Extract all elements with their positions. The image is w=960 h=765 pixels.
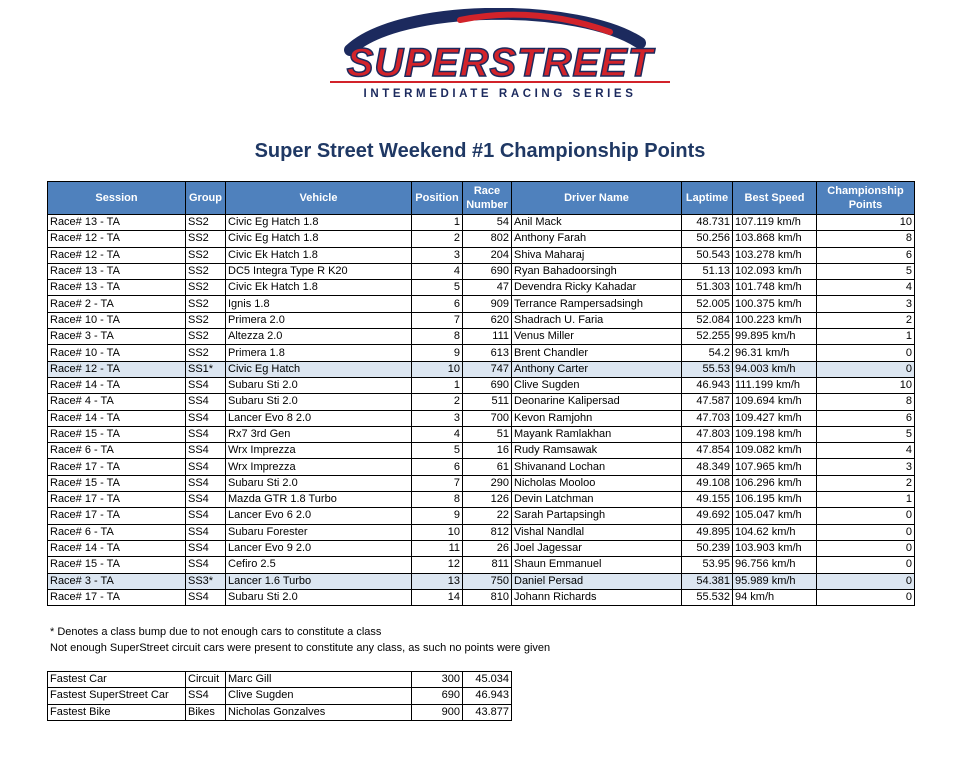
cell-best-speed: 109.082 km/h: [733, 443, 817, 459]
cell-race-number: 54: [463, 215, 512, 231]
cell-vehicle: Lancer Evo 8 2.0: [226, 410, 412, 426]
table-row: [48, 296, 915, 312]
cell-laptime: 47.587: [682, 394, 733, 410]
cell-race-number: 802: [463, 231, 512, 247]
cell-laptime: 51.303: [682, 280, 733, 296]
cell-laptime: 49.155: [682, 492, 733, 508]
cell-points: 0: [817, 361, 915, 377]
fastest-time: 45.034: [463, 672, 512, 688]
cell-group: SS2: [186, 345, 226, 361]
cell-best-speed: 94.003 km/h: [733, 361, 817, 377]
table-row: [48, 345, 915, 361]
table-row: [48, 459, 915, 475]
cell-best-speed: 111.199 km/h: [733, 377, 817, 393]
notes: [50, 624, 550, 656]
cell-driver: Shiva Maharaj: [512, 247, 682, 263]
cell-race-number: 16: [463, 443, 512, 459]
fastest-group: Bikes: [186, 704, 226, 720]
cell-position: 10: [412, 524, 463, 540]
cell-points: 3: [817, 459, 915, 475]
cell-session: Race# 13 - TA: [48, 280, 186, 296]
cell-driver: Kevon Ramjohn: [512, 410, 682, 426]
cell-session: Race# 15 - TA: [48, 557, 186, 573]
fastest-label: Fastest Car: [48, 672, 186, 688]
fastest-number: 300: [412, 672, 463, 688]
cell-vehicle: Wrx Imprezza: [226, 459, 412, 475]
cell-race-number: 22: [463, 508, 512, 524]
cell-race-number: 700: [463, 410, 512, 426]
cell-group: SS4: [186, 377, 226, 393]
cell-driver: Sarah Partapsingh: [512, 508, 682, 524]
cell-position: 4: [412, 426, 463, 442]
table-row: [48, 377, 915, 393]
cell-vehicle: Subaru Sti 2.0: [226, 475, 412, 491]
cell-vehicle: Civic Ek Hatch 1.8: [226, 247, 412, 263]
fastest-laps-table: [47, 671, 512, 721]
cell-group: SS4: [186, 557, 226, 573]
cell-vehicle: Primera 2.0: [226, 312, 412, 328]
header-group: Group: [186, 182, 226, 215]
fastest-number: 690: [412, 688, 463, 704]
fastest-group: Circuit: [186, 672, 226, 688]
cell-session: Race# 13 - TA: [48, 263, 186, 279]
cell-group: SS4: [186, 508, 226, 524]
cell-session: Race# 3 - TA: [48, 573, 186, 589]
cell-best-speed: 106.296 km/h: [733, 475, 817, 491]
cell-session: Race# 14 - TA: [48, 540, 186, 556]
note-class-bump: * Denotes a class bump due to not enough cars to constitute a class: [50, 626, 382, 638]
cell-group: SS1*: [186, 361, 226, 377]
header-championship-points: Championship Points: [817, 182, 915, 215]
header-race-number: Race Number: [463, 182, 512, 215]
cell-best-speed: 96.31 km/h: [733, 345, 817, 361]
cell-best-speed: 101.748 km/h: [733, 280, 817, 296]
fastest-driver: Marc Gill: [226, 672, 412, 688]
cell-session: Race# 2 - TA: [48, 296, 186, 312]
table-row: [48, 589, 915, 605]
cell-race-number: 909: [463, 296, 512, 312]
cell-driver: Shaun Emmanuel: [512, 557, 682, 573]
page-title: Super Street Weekend #1 Championship Points: [254, 140, 706, 162]
table-row: [48, 280, 915, 296]
cell-race-number: 690: [463, 377, 512, 393]
cell-position: 7: [412, 312, 463, 328]
cell-best-speed: 99.895 km/h: [733, 329, 817, 345]
cell-race-number: 747: [463, 361, 512, 377]
cell-session: Race# 6 - TA: [48, 443, 186, 459]
note-no-points: Not enough SuperStreet circuit cars were present to constitute any class, as such no points were given: [50, 642, 551, 654]
cell-laptime: 49.108: [682, 475, 733, 491]
cell-driver: Venus Miller: [512, 329, 682, 345]
cell-vehicle: Civic Eg Hatch 1.8: [226, 231, 412, 247]
cell-group: SS4: [186, 475, 226, 491]
fastest-label: Fastest Bike: [48, 704, 186, 720]
table-row: [48, 263, 915, 279]
cell-position: 5: [412, 443, 463, 459]
table-row: [48, 508, 915, 524]
table-row: [48, 215, 915, 231]
cell-race-number: 204: [463, 247, 512, 263]
cell-group: SS2: [186, 329, 226, 345]
header-position: Position: [412, 182, 463, 215]
cell-group: SS2: [186, 312, 226, 328]
super-street-logo: [310, 8, 690, 103]
cell-driver: Anthony Carter: [512, 361, 682, 377]
cell-laptime: 52.005: [682, 296, 733, 312]
results-body: [48, 215, 915, 606]
cell-points: 0: [817, 557, 915, 573]
fastest-group: SS4: [186, 688, 226, 704]
cell-points: 1: [817, 329, 915, 345]
cell-group: SS2: [186, 215, 226, 231]
cell-session: Race# 4 - TA: [48, 394, 186, 410]
cell-laptime: 52.255: [682, 329, 733, 345]
cell-best-speed: 107.965 km/h: [733, 459, 817, 475]
cell-laptime: 47.803: [682, 426, 733, 442]
cell-points: 6: [817, 410, 915, 426]
cell-vehicle: Subaru Sti 2.0: [226, 589, 412, 605]
cell-laptime: 50.239: [682, 540, 733, 556]
table-row: [48, 492, 915, 508]
cell-group: SS2: [186, 231, 226, 247]
cell-position: 5: [412, 280, 463, 296]
table-row: [48, 231, 915, 247]
cell-race-number: 51: [463, 426, 512, 442]
cell-driver: Ryan Bahadoorsingh: [512, 263, 682, 279]
cell-race-number: 26: [463, 540, 512, 556]
cell-session: Race# 12 - TA: [48, 361, 186, 377]
cell-laptime: 55.532: [682, 589, 733, 605]
cell-position: 7: [412, 475, 463, 491]
table-row: [48, 394, 915, 410]
cell-driver: Nicholas Mooloo: [512, 475, 682, 491]
cell-best-speed: 105.047 km/h: [733, 508, 817, 524]
fastest-driver: Nicholas Gonzalves: [226, 704, 412, 720]
cell-vehicle: Subaru Sti 2.0: [226, 394, 412, 410]
cell-vehicle: Lancer Evo 6 2.0: [226, 508, 412, 524]
fastest-row: [48, 688, 512, 704]
cell-best-speed: 96.756 km/h: [733, 557, 817, 573]
cell-points: 4: [817, 443, 915, 459]
table-row: [48, 475, 915, 491]
cell-position: 11: [412, 540, 463, 556]
cell-points: 4: [817, 280, 915, 296]
cell-position: 1: [412, 215, 463, 231]
fastest-row: [48, 672, 512, 688]
cell-points: 3: [817, 296, 915, 312]
cell-race-number: 126: [463, 492, 512, 508]
cell-points: 2: [817, 312, 915, 328]
cell-position: 1: [412, 377, 463, 393]
cell-points: 5: [817, 426, 915, 442]
logo-subtitle: INTERMEDIATE RACING SERIES: [363, 88, 637, 100]
cell-vehicle: DC5 Integra Type R K20: [226, 263, 412, 279]
cell-session: Race# 12 - TA: [48, 231, 186, 247]
fastest-time: 46.943: [463, 688, 512, 704]
cell-group: SS4: [186, 589, 226, 605]
fastest-driver: Clive Sugden: [226, 688, 412, 704]
cell-driver: Deonarine Kalipersad: [512, 394, 682, 410]
cell-best-speed: 109.198 km/h: [733, 426, 817, 442]
cell-session: Race# 3 - TA: [48, 329, 186, 345]
cell-driver: Shadrach U. Faria: [512, 312, 682, 328]
cell-vehicle: Civic Eg Hatch 1.8: [226, 215, 412, 231]
cell-session: Race# 15 - TA: [48, 426, 186, 442]
cell-laptime: 47.703: [682, 410, 733, 426]
cell-best-speed: 107.119 km/h: [733, 215, 817, 231]
cell-driver: Anil Mack: [512, 215, 682, 231]
cell-laptime: 48.349: [682, 459, 733, 475]
cell-vehicle: Primera 1.8: [226, 345, 412, 361]
cell-position: 9: [412, 345, 463, 361]
cell-group: SS2: [186, 296, 226, 312]
fastest-label: Fastest SuperStreet Car: [48, 688, 186, 704]
cell-race-number: 812: [463, 524, 512, 540]
cell-driver: Brent Chandler: [512, 345, 682, 361]
cell-laptime: 53.95: [682, 557, 733, 573]
cell-points: 0: [817, 540, 915, 556]
table-row: [48, 524, 915, 540]
cell-session: Race# 14 - TA: [48, 377, 186, 393]
cell-race-number: 750: [463, 573, 512, 589]
cell-race-number: 811: [463, 557, 512, 573]
cell-race-number: 690: [463, 263, 512, 279]
cell-vehicle: Lancer 1.6 Turbo: [226, 573, 412, 589]
cell-driver: Devin Latchman: [512, 492, 682, 508]
cell-group: SS3*: [186, 573, 226, 589]
cell-laptime: 49.895: [682, 524, 733, 540]
table-row: [48, 361, 915, 377]
cell-laptime: 46.943: [682, 377, 733, 393]
cell-points: 0: [817, 345, 915, 361]
table-row: [48, 410, 915, 426]
cell-race-number: 810: [463, 589, 512, 605]
table-row: [48, 247, 915, 263]
cell-group: SS4: [186, 524, 226, 540]
cell-best-speed: 100.375 km/h: [733, 296, 817, 312]
cell-laptime: 49.692: [682, 508, 733, 524]
cell-points: 0: [817, 589, 915, 605]
header-driver-name: Driver Name: [512, 182, 682, 215]
cell-position: 6: [412, 296, 463, 312]
cell-group: SS4: [186, 459, 226, 475]
cell-position: 8: [412, 329, 463, 345]
cell-group: SS4: [186, 443, 226, 459]
cell-laptime: 47.854: [682, 443, 733, 459]
cell-position: 2: [412, 394, 463, 410]
header-vehicle: Vehicle: [226, 182, 412, 215]
cell-best-speed: 103.903 km/h: [733, 540, 817, 556]
cell-session: Race# 12 - TA: [48, 247, 186, 263]
cell-laptime: 54.381: [682, 573, 733, 589]
fastest-body: [48, 672, 512, 721]
cell-points: 0: [817, 508, 915, 524]
cell-session: Race# 17 - TA: [48, 589, 186, 605]
table-row: [48, 443, 915, 459]
table-row: [48, 329, 915, 345]
cell-group: SS4: [186, 492, 226, 508]
cell-vehicle: Rx7 3rd Gen: [226, 426, 412, 442]
cell-session: Race# 17 - TA: [48, 492, 186, 508]
cell-position: 8: [412, 492, 463, 508]
cell-race-number: 620: [463, 312, 512, 328]
cell-best-speed: 100.223 km/h: [733, 312, 817, 328]
table-row: [48, 426, 915, 442]
cell-laptime: 50.256: [682, 231, 733, 247]
cell-session: Race# 6 - TA: [48, 524, 186, 540]
cell-position: 2: [412, 231, 463, 247]
fastest-number: 900: [412, 704, 463, 720]
cell-driver: Devendra Ricky Kahadar: [512, 280, 682, 296]
cell-race-number: 61: [463, 459, 512, 475]
table-row: [48, 557, 915, 573]
cell-driver: Daniel Persad: [512, 573, 682, 589]
cell-position: 4: [412, 263, 463, 279]
cell-driver: Mayank Ramlakhan: [512, 426, 682, 442]
cell-race-number: 47: [463, 280, 512, 296]
cell-points: 8: [817, 394, 915, 410]
cell-vehicle: Ignis 1.8: [226, 296, 412, 312]
cell-driver: Terrance Rampersadsingh: [512, 296, 682, 312]
cell-best-speed: 103.868 km/h: [733, 231, 817, 247]
cell-best-speed: 104.62 km/h: [733, 524, 817, 540]
cell-laptime: 50.543: [682, 247, 733, 263]
cell-session: Race# 14 - TA: [48, 410, 186, 426]
fastest-time: 43.877: [463, 704, 512, 720]
cell-position: 9: [412, 508, 463, 524]
cell-vehicle: Lancer Evo 9 2.0: [226, 540, 412, 556]
table-row: [48, 573, 915, 589]
cell-session: Race# 17 - TA: [48, 459, 186, 475]
cell-points: 0: [817, 573, 915, 589]
cell-race-number: 111: [463, 329, 512, 345]
cell-points: 1: [817, 492, 915, 508]
cell-best-speed: 109.694 km/h: [733, 394, 817, 410]
header-session: Session: [48, 182, 186, 215]
cell-points: 6: [817, 247, 915, 263]
cell-race-number: 511: [463, 394, 512, 410]
cell-race-number: 613: [463, 345, 512, 361]
cell-driver: Rudy Ramsawak: [512, 443, 682, 459]
cell-session: Race# 10 - TA: [48, 345, 186, 361]
cell-session: Race# 13 - TA: [48, 215, 186, 231]
cell-vehicle: Civic Ek Hatch 1.8: [226, 280, 412, 296]
cell-laptime: 51.13: [682, 263, 733, 279]
cell-position: 12: [412, 557, 463, 573]
cell-driver: Clive Sugden: [512, 377, 682, 393]
cell-laptime: 52.084: [682, 312, 733, 328]
cell-position: 10: [412, 361, 463, 377]
cell-position: 6: [412, 459, 463, 475]
cell-session: Race# 17 - TA: [48, 508, 186, 524]
cell-session: Race# 10 - TA: [48, 312, 186, 328]
cell-points: 10: [817, 215, 915, 231]
cell-best-speed: 94 km/h: [733, 589, 817, 605]
header-laptime: Laptime: [682, 182, 733, 215]
cell-driver: Joel Jagessar: [512, 540, 682, 556]
cell-best-speed: 109.427 km/h: [733, 410, 817, 426]
cell-position: 13: [412, 573, 463, 589]
cell-race-number: 290: [463, 475, 512, 491]
header-best-speed: Best Speed: [733, 182, 817, 215]
cell-best-speed: 103.278 km/h: [733, 247, 817, 263]
cell-driver: Anthony Farah: [512, 231, 682, 247]
cell-laptime: 54.2: [682, 345, 733, 361]
cell-group: SS2: [186, 280, 226, 296]
cell-laptime: 55.53: [682, 361, 733, 377]
championship-points-table: [47, 181, 915, 606]
cell-driver: Vishal Nandlal: [512, 524, 682, 540]
cell-position: 3: [412, 410, 463, 426]
cell-group: SS2: [186, 263, 226, 279]
cell-laptime: 48.731: [682, 215, 733, 231]
cell-vehicle: Wrx Imprezza: [226, 443, 412, 459]
fastest-row: [48, 704, 512, 720]
cell-position: 3: [412, 247, 463, 263]
cell-group: SS4: [186, 540, 226, 556]
cell-best-speed: 106.195 km/h: [733, 492, 817, 508]
cell-vehicle: Mazda GTR 1.8 Turbo: [226, 492, 412, 508]
cell-group: SS4: [186, 394, 226, 410]
cell-points: 2: [817, 475, 915, 491]
cell-session: Race# 15 - TA: [48, 475, 186, 491]
table-header-row: [48, 182, 915, 215]
cell-points: 10: [817, 377, 915, 393]
cell-position: 14: [412, 589, 463, 605]
cell-best-speed: 102.093 km/h: [733, 263, 817, 279]
table-row: [48, 312, 915, 328]
logo-wordmark: SUPERSTREET: [346, 41, 654, 85]
cell-vehicle: Altezza 2.0: [226, 329, 412, 345]
cell-points: 5: [817, 263, 915, 279]
cell-vehicle: Subaru Sti 2.0: [226, 377, 412, 393]
cell-vehicle: Civic Eg Hatch: [226, 361, 412, 377]
cell-driver: Johann Richards: [512, 589, 682, 605]
cell-vehicle: Subaru Forester: [226, 524, 412, 540]
cell-best-speed: 95.989 km/h: [733, 573, 817, 589]
cell-group: SS2: [186, 247, 226, 263]
cell-vehicle: Cefiro 2.5: [226, 557, 412, 573]
cell-points: 8: [817, 231, 915, 247]
cell-points: 0: [817, 524, 915, 540]
table-row: [48, 540, 915, 556]
cell-group: SS4: [186, 426, 226, 442]
cell-driver: Shivanand Lochan: [512, 459, 682, 475]
cell-group: SS4: [186, 410, 226, 426]
